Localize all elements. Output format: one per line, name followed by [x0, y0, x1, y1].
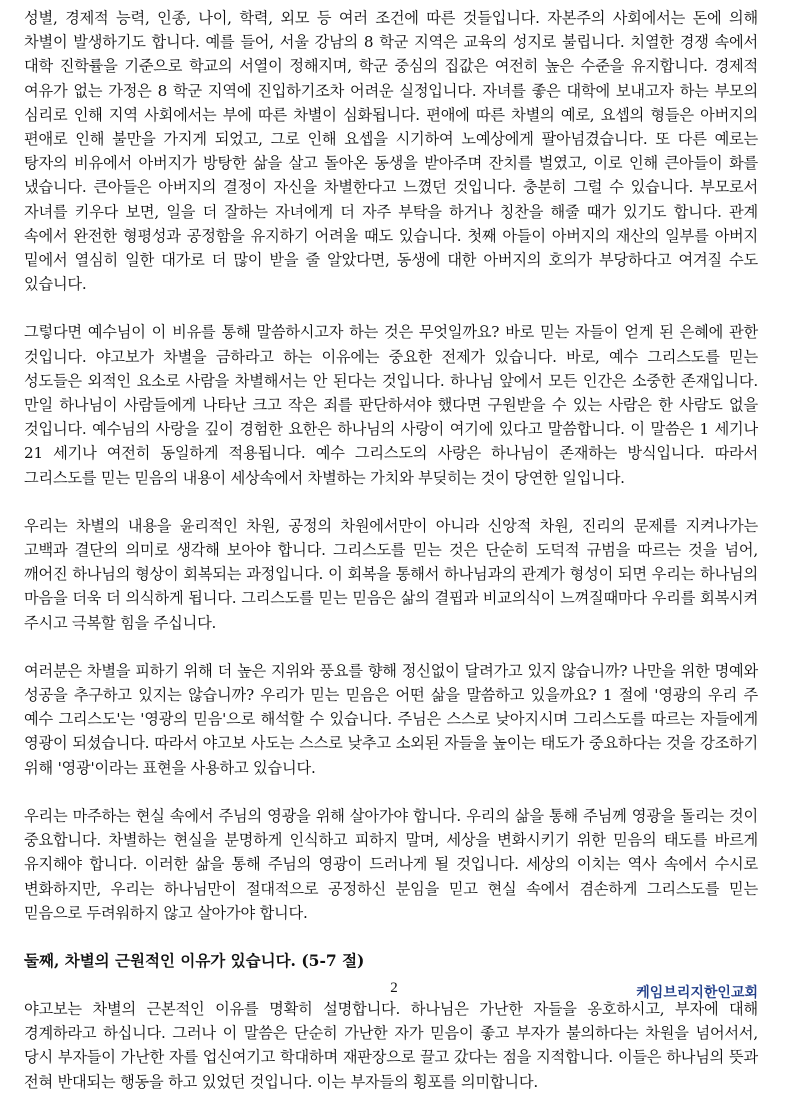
page-number: 2: [390, 980, 398, 996]
section-heading: 둘째, 차별의 근원적인 이유가 있습니다. (5-7 절): [24, 950, 365, 970]
paragraph-gap: [24, 635, 758, 659]
page-content: [24, 6, 758, 1094]
paragraph-gap: [24, 780, 758, 804]
paragraph-5: 우리는 마주하는 현실 속에서 주님의 영광을 위해 살아가야 합니다. 우리의 삶을 통해 주님께 영광을 돌리는 것이 중요합니다. 차별하는 현실을 분명하게 인식하고 피하지 말며, 세상을 변화시키기 위한 믿음의 태도를 바르게 유지해야 합니다. 이러한 삶을 통해 주님의 영광이 드러나게 될 것입니다. 세상의 이치는 역사 속에서 수시로 변화하지만, 우리는 하나님만이 절대적으로 공정하신 분임을 믿고 현실 속에서 겸손하게 그리스도를 믿는 믿음으로 두려워하지 않고 살아가야 합니다.: [24, 806, 758, 922]
paragraph-2: 그렇다면 예수님이 이 비유를 통해 말씀하시고자 하는 것은 무엇일까요? 바로 믿는 자들이 얻게 된 은혜에 관한 것입니다. 야고보가 차별을 금하라고 하는 이유에는 중요한 전제가 있습니다. 바로, 예수 그리스도를 믿는 성도들은 외적인 요소로 사람을 차별해서는 안 된다는 것입니다. 하나님 앞에서 모든 인간은 소중한 존재입니다. 만일 하나님이 사람들에게 나타난 크고 작은 죄를 판단하셔야 했다면 구원받을 수 있는 사람은 한 사람도 없을 것입니다. 예수님의 사랑을 깊이 경험한 요한은 하나님의 사랑이 여기에 있다고 말씀합니다. 이 말씀은 1 세기나 21 세기나 여전히 동일하게 적용됩니다. 예수 그리스도의 사랑은 하나님이 존재하는 방식입니다. 따라서 그리스도를 믿는 믿음의 내용이 세상속에서 차별하는 가치와 부딪히는 것이 당연한 일입니다.: [24, 323, 758, 487]
paragraph-gap: [24, 925, 758, 949]
paragraph-gap: [24, 296, 758, 320]
paragraph-6: 야고보는 차별의 근본적인 이유를 명확히 설명합니다. 하나님은 가난한 자들을 옹호하시고, 부자에 대해 경계하라고 하십니다. 그러나 이 말씀은 단순히 가난한 자가 믿음이 좋고 부자가 불의하다는 차원을 넘어서서, 당시 부자들이 가난한 자를 업신여기고 학대하며 재판장으로 끌고 갔다는 점을 지적합니다. 이들은 하나님의 뜻과 전혀 반대되는 행동을 하고 있었던 것입니다. 이는 부자들의 횡포를 의미합니다.: [24, 999, 758, 1091]
paragraph-4: 여러분은 차별을 피하기 위해 더 높은 지위와 풍요를 향해 정신없이 달려가고 있지 않습니까? 나만을 위한 명예와 성공을 추구하고 있지는 않습니까? 우리가 믿는 믿음은 어떤 삶을 말씀하고 있을까요? 1 절에 '영광의 우리 주 예수 그리스도'는 '영광의 믿음'으로 해석할 수 있습니다. 주님은 스스로 낮아지시며 그리스도를 따르는 자들에게 영광이 되셨습니다. 따라서 야고보 사도는 스스로 낮추고 소외된 자들을 높이는 태도가 중요하다는 것을 강조하기 위해 '영광'이라는 표현을 사용하고 있습니다.: [24, 661, 758, 777]
paragraph-1: 성별, 경제적 능력, 인종, 나이, 학력, 외모 등 여러 조건에 따른 것들입니다. 자본주의 사회에서는 돈에 의해 차별이 발생하기도 합니다. 예를 들어, 서울 강남의 8 학군 지역은 교육의 성지로 불립니다. 치열한 경쟁 속에서 대학 진학률을 기준으로 학교의 서열이 정해지며, 학군 중심의 집값은 여전히 높은 수준을 유지합니다. 경제적 여유가 없는 가정은 8 학군 지역에 진입하기조차 어려운 실정입니다. 자녀를 좋은 대학에 보내고자 하는 부모의 심리로 인해 지역 사회에서는 부에 따른 차별이 심화됩니다. 편애에 따른 차별의 예로, 요셉의 형들은 아버지의 편애로 인해 불만을 가지게 되었고, 그로 인해 요셉을 시기하여 노예상에게 팔아넘겼습니다. 또 다른 예로는 탕자의 비유에서 아버지가 방탕한 삶을 살고 돌아온 동생을 받아주며 잔치를 벌였고, 이로 인해 큰아들이 화를 냈습니다. 큰아들은 아버지의 결정이 자신을 차별한다고 느꼈던 것입니다. 충분히 그럴 수 있습니다. 부모로서 자녀를 키우다 보면, 일을 더 잘하는 자녀에게 더 자주 부탁을 하거나 칭찬을 해줄 때가 있기도 합니다. 관계 속에서 완전한 형평성과 공정함을 유지하기 어려울 때도 있습니다. 첫째 아들이 아버지의 재산의 일부를 아버지 밑에서 열심히 일한 대가로 더 많이 받을 줄 알았다면, 동생에 대한 아버지의 호의가 부당하다고 여겨질 수도 있습니다.: [24, 9, 758, 294]
church-name-footer: 케임브리지한인교회: [636, 985, 758, 1001]
paragraph-3: 우리는 차별의 내용을 윤리적인 차원, 공정의 차원에서만이 아니라 신앙적 차원, 진리의 문제를 지켜나가는 고백과 결단의 의미로 생각해 보아야 합니다. 그리스도를 믿는 것은 단순히 도덕적 규범을 따르는 것을 넘어, 깨어진 하나님의 형상이 회복되는 과정입니다. 이 회복을 통해서 하나님과의 관계가 형성이 되면 우리는 하나님의 마음을 더욱 더 의식하게 됩니다. 그리스도를 믿는 믿음은 삶의 결핍과 비교의식이 느껴질때마다 우리를 회복시켜 주시고 극복할 힘을 주십니다.: [24, 516, 758, 632]
paragraph-gap: [24, 490, 758, 514]
